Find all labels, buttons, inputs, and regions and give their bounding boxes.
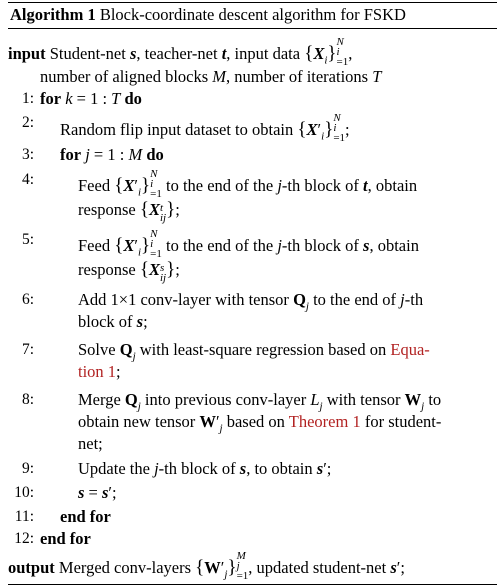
line-number: 1: [21,90,34,107]
algo-line-7 [8,339,497,383]
algo-line-4 [8,169,497,223]
output-block [8,551,497,581]
line-text: s = s′; [78,483,117,502]
line-number: 7: [21,341,34,358]
algorithm-caption [8,3,497,26]
output-keyword: output [8,558,55,577]
equation-link[interactable]: Equa- tion 1 [78,340,430,381]
algo-line-6 [8,289,497,333]
line-number: 8: [21,391,34,408]
input-line-1: Student-net s, teacher-net t, input data $\{X_i\}$ N i =1 , [49,36,353,68]
line-number: 11: [14,508,34,525]
input-block [8,37,497,87]
algo-line-1 [8,89,497,109]
caption-rule [8,28,497,29]
line-text: Feed $\{X'_i\}$ N i =1 to the end of the j-th block of s, obtain response {X s ij }; [78,228,419,284]
algo-line-9 [8,459,497,479]
line-number: 4: [21,171,34,188]
line-text: end for [40,529,91,548]
line-number: 6: [21,291,34,308]
algo-line-12 [8,529,497,549]
line-text: for j = 1 : M do [60,145,164,164]
algo-line-2 [8,113,497,143]
algo-line-11 [8,507,497,527]
line-text: Update the j-th block of s, to obtain s′; [78,459,332,478]
line-number: 2: [21,114,34,131]
input-keyword: input [8,44,46,63]
algorithm-box [8,2,497,585]
algo-line-3 [8,145,497,165]
algorithm-title: Block-coordinate descent algorithm for FSKD [99,5,406,24]
line-text: Solve $Q_j$ with least-square regression based on Equa- tion 1; [78,340,430,381]
algo-line-8 [8,389,497,455]
line-text: Feed $\{X'_i\}$ N i =1 to the end of the j-th block of t, obtain response {X t ij }; [78,168,418,224]
line-number: 10: [14,484,34,501]
line-number: 12: [14,530,34,547]
theorem-link[interactable]: Theorem 1 [288,412,361,431]
line-text: Merge $Q_j$ into previous conv-layer $L_j$ with tensor $W_j$ to obtain new tensor $W'_j$ based on Theorem 1 for student- net; [78,390,442,453]
output-text: Merged conv-layers $\{W'_j\}$ M j =1 , updated student-net s′; [58,550,405,582]
algo-line-10 [8,483,497,503]
line-text: for k = 1 : T do [40,89,142,108]
line-number: 9: [21,460,34,477]
line-text: end for [60,507,111,526]
line-text: Add 1×1 conv-layer with tensor $Q_j$ to the end of j-th block of s; [78,290,424,331]
line-text: Random flip input dataset to obtain $\{X'_i\}$ N i =1 ; [60,112,350,144]
algorithm-label: Algorithm 1 [10,5,96,24]
line-number: 5: [21,231,34,248]
algo-line-5 [8,229,497,283]
input-line-2: number of aligned blocks M, number of iterations T [40,67,382,86]
line-number: 3: [21,146,34,163]
